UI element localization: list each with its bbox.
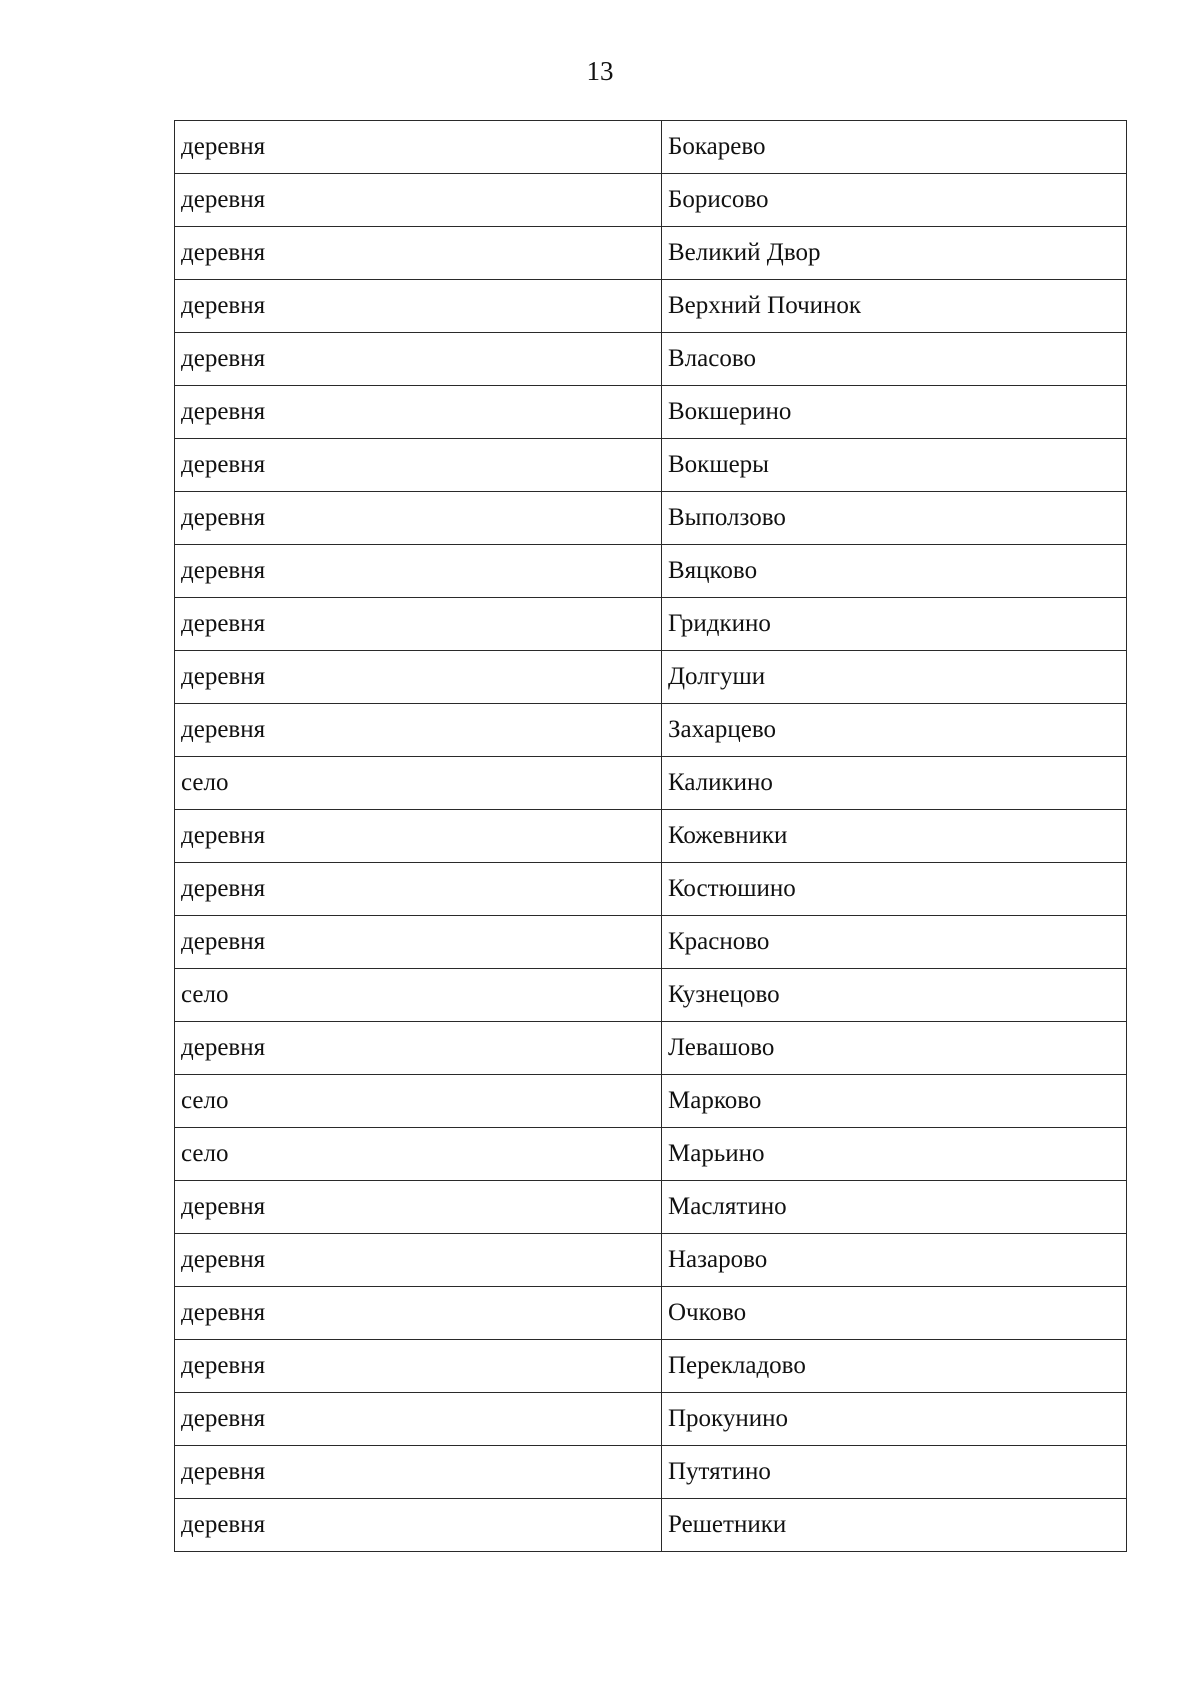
settlement-type-cell: деревня [175, 174, 662, 227]
settlement-type-cell: село [175, 1128, 662, 1181]
table-row [175, 969, 1127, 1022]
settlement-type-cell: село [175, 1075, 662, 1128]
table-row [175, 492, 1127, 545]
settlement-type-cell: деревня [175, 492, 662, 545]
settlement-type-cell: село [175, 969, 662, 1022]
table-row [175, 1499, 1127, 1552]
settlement-name-cell: Великий Двор [662, 227, 1127, 280]
settlement-name-cell: Марьино [662, 1128, 1127, 1181]
settlement-name-cell: Путятино [662, 1446, 1127, 1499]
table-row [175, 863, 1127, 916]
table-row [175, 121, 1127, 174]
settlement-name-cell: Власово [662, 333, 1127, 386]
table-row [175, 651, 1127, 704]
settlement-type-cell: деревня [175, 651, 662, 704]
table-row [175, 333, 1127, 386]
table-row [175, 439, 1127, 492]
settlement-type-cell: деревня [175, 863, 662, 916]
table-row [175, 1181, 1127, 1234]
settlement-type-cell: деревня [175, 227, 662, 280]
settlements-table-body [175, 121, 1127, 1552]
settlement-type-cell: село [175, 757, 662, 810]
table-row [175, 1340, 1127, 1393]
table-row [175, 174, 1127, 227]
settlement-name-cell: Костюшино [662, 863, 1127, 916]
table-row [175, 1287, 1127, 1340]
table-row [175, 1128, 1127, 1181]
table-row [175, 1022, 1127, 1075]
table-row [175, 1075, 1127, 1128]
table-row [175, 810, 1127, 863]
settlement-name-cell: Красново [662, 916, 1127, 969]
table-row [175, 1393, 1127, 1446]
settlement-type-cell: деревня [175, 916, 662, 969]
settlement-name-cell: Верхний Починок [662, 280, 1127, 333]
table-row [175, 545, 1127, 598]
settlement-name-cell: Перекладово [662, 1340, 1127, 1393]
settlement-type-cell: деревня [175, 439, 662, 492]
table-row [175, 1234, 1127, 1287]
table-row [175, 916, 1127, 969]
settlement-type-cell: деревня [175, 1181, 662, 1234]
table-row [175, 386, 1127, 439]
table-row [175, 704, 1127, 757]
settlement-type-cell: деревня [175, 386, 662, 439]
settlement-name-cell: Каликино [662, 757, 1127, 810]
settlement-name-cell: Маслятино [662, 1181, 1127, 1234]
settlement-name-cell: Бокарево [662, 121, 1127, 174]
settlement-name-cell: Вокшеры [662, 439, 1127, 492]
table-row [175, 227, 1127, 280]
settlement-type-cell: деревня [175, 598, 662, 651]
settlement-name-cell: Долгуши [662, 651, 1127, 704]
settlement-type-cell: деревня [175, 280, 662, 333]
settlement-name-cell: Решетники [662, 1499, 1127, 1552]
settlement-type-cell: деревня [175, 1446, 662, 1499]
table-row [175, 757, 1127, 810]
page-number: 13 [586, 56, 614, 86]
settlement-name-cell: Вяцково [662, 545, 1127, 598]
settlement-type-cell: деревня [175, 1499, 662, 1552]
settlement-name-cell: Левашово [662, 1022, 1127, 1075]
settlement-type-cell: деревня [175, 1340, 662, 1393]
settlement-name-cell: Вокшерино [662, 386, 1127, 439]
settlement-type-cell: деревня [175, 704, 662, 757]
settlement-name-cell: Назарово [662, 1234, 1127, 1287]
settlement-name-cell: Прокунино [662, 1393, 1127, 1446]
settlement-name-cell: Выползово [662, 492, 1127, 545]
settlement-name-cell: Кожевники [662, 810, 1127, 863]
settlements-table [174, 120, 1127, 1552]
settlement-type-cell: деревня [175, 333, 662, 386]
settlement-type-cell: деревня [175, 810, 662, 863]
settlement-name-cell: Гридкино [662, 598, 1127, 651]
settlement-name-cell: Кузнецово [662, 969, 1127, 1022]
table-row [175, 598, 1127, 651]
settlement-type-cell: деревня [175, 545, 662, 598]
settlement-type-cell: деревня [175, 1234, 662, 1287]
table-row [175, 1446, 1127, 1499]
settlement-name-cell: Борисово [662, 174, 1127, 227]
settlement-type-cell: деревня [175, 121, 662, 174]
table-row [175, 280, 1127, 333]
settlement-name-cell: Захарцево [662, 704, 1127, 757]
settlement-name-cell: Очково [662, 1287, 1127, 1340]
settlement-type-cell: деревня [175, 1022, 662, 1075]
settlement-type-cell: деревня [175, 1287, 662, 1340]
settlement-type-cell: деревня [175, 1393, 662, 1446]
settlement-name-cell: Марково [662, 1075, 1127, 1128]
